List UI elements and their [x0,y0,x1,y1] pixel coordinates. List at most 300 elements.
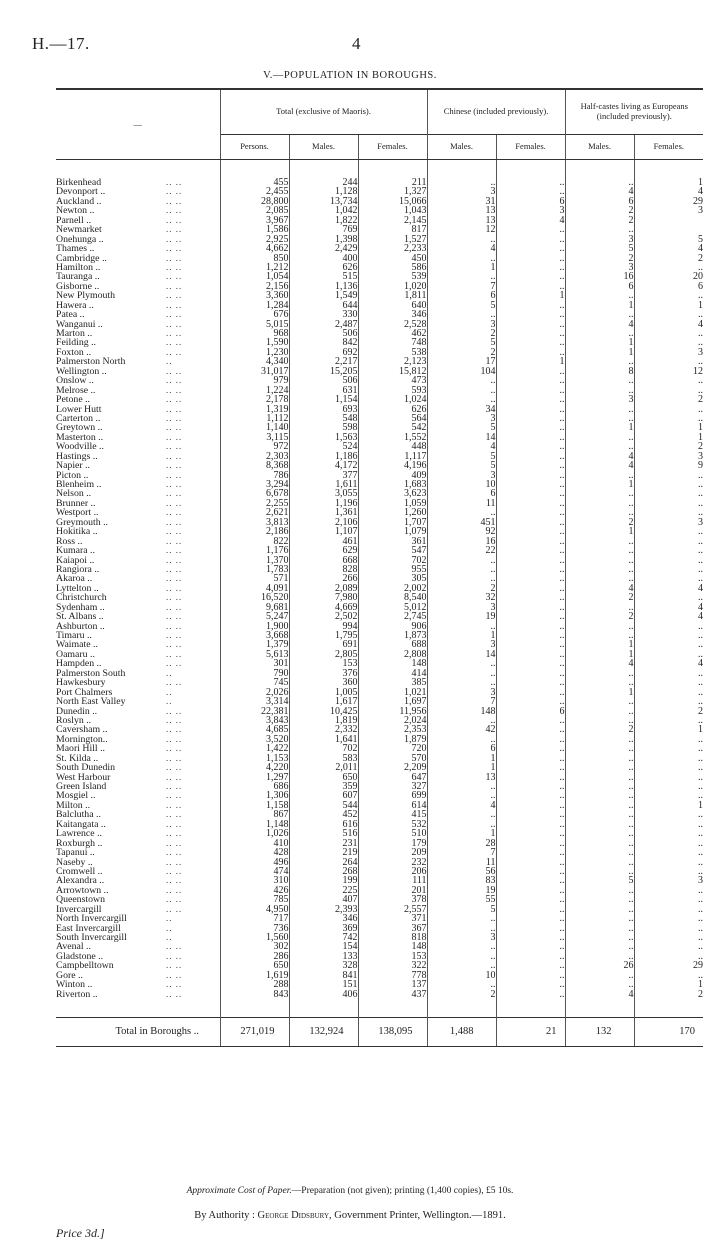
table-row [56,527,703,536]
persons-cell: 1,148 [220,820,289,829]
col-header-halfcaste-females: Females. [634,135,703,160]
halfcaste-females-cell: 1 [634,801,703,810]
halfcaste-females-cell: .. [634,773,703,782]
chinese-males-cell: 11 [427,858,496,867]
chinese-females-cell: .. [496,187,565,196]
females-cell: 2,353 [358,725,427,734]
borough-name-cell: Greytown .. [56,422,103,434]
persons-cell: 4,950 [220,905,289,914]
males-cell: 1,641 [289,735,358,744]
chinese-females-cell: .. [496,593,565,602]
males-cell: 1,549 [289,291,358,300]
persons-cell: 3,115 [220,433,289,442]
total-row [56,1018,703,1047]
table-row [56,990,703,999]
chinese-females-cell: .. [496,433,565,442]
chinese-males-cell: .. [427,914,496,923]
chinese-males-cell: .. [427,376,496,385]
males-cell: 2,502 [289,612,358,621]
males-cell: 268 [289,867,358,876]
leader-dots-cell: .. .. [166,384,183,395]
leader-dots-cell: .. .. [166,516,183,527]
borough-name-cell: Brunner .. [56,497,96,509]
chinese-females-cell: .. [496,386,565,395]
table-row [56,518,703,527]
total-group-header: Total (exclusive of Maoris). [220,89,427,135]
persons-cell: 1,319 [220,405,289,414]
halfcaste-females-cell: .. [634,858,703,867]
authority-line [0,1210,700,1221]
table-row [56,187,703,196]
borough-name-cell: Westport .. [56,507,99,519]
males-cell: 461 [289,537,358,546]
halfcaste-males-cell: .. [565,905,634,914]
halfcaste-males-cell: .. [565,716,634,725]
borough-name-cell: Mornington.. [56,733,108,745]
halfcaste-females-cell: 5 [634,235,703,244]
females-cell: 179 [358,839,427,848]
table-row [56,386,703,395]
chinese-females-cell: .. [496,348,565,357]
halfcaste-males-cell: 1 [565,650,634,659]
males-cell: 1,128 [289,187,358,196]
borough-name-cell: Hampden .. [56,658,102,670]
chinese-females-cell: .. [496,773,565,782]
males-cell: 231 [289,839,358,848]
persons-cell: 426 [220,886,289,895]
females-cell: 748 [358,338,427,347]
chinese-males-cell: 3 [427,640,496,649]
borough-name-cell: Campbelltown [56,960,114,972]
chinese-females-cell: .. [496,546,565,555]
males-cell: 702 [289,744,358,753]
females-cell: 111 [358,876,427,885]
leader-dots-cell: .. .. [166,847,183,858]
leader-dots-cell: .. .. [166,441,183,452]
leader-dots-cell: .. .. [166,526,183,537]
borough-name-cell: Devonport .. [56,186,106,198]
persons-cell: 2,303 [220,452,289,461]
persons-cell: 867 [220,810,289,819]
chinese-females-cell: .. [496,763,565,772]
halfcaste-females-cell: .. [634,839,703,848]
females-cell: 450 [358,254,427,263]
halfcaste-males-cell: .. [565,782,634,791]
persons-cell: 4,340 [220,357,289,366]
chinese-males-cell: 148 [427,707,496,716]
halfcaste-females-cell: .. [634,905,703,914]
leader-dots-cell: .. .. [166,865,183,876]
chinese-males-cell: .. [427,565,496,574]
chinese-males-cell: 7 [427,697,496,706]
table-row [56,763,703,772]
males-cell: 650 [289,773,358,782]
leader-dots-cell: .. .. [166,677,183,688]
females-cell: 3,623 [358,489,427,498]
halfcaste-females-cell: .. [634,537,703,546]
table-row [56,508,703,517]
halfcaste-males-cell: 3 [565,263,634,272]
halfcaste-females-cell: .. [634,971,703,980]
chinese-females-cell: .. [496,688,565,697]
borough-name-cell: Caversham .. [56,724,108,736]
chinese-males-cell: .. [427,508,496,517]
table-row [56,942,703,951]
chinese-females-cell: .. [496,782,565,791]
chinese-females-cell: .. [496,924,565,933]
leader-dots-cell: .. [166,686,173,697]
table-row [56,659,703,668]
table-row [56,678,703,687]
halfcaste-males-cell: 3 [565,235,634,244]
persons-cell: 9,681 [220,603,289,612]
males-cell: 616 [289,820,358,829]
chinese-females-cell: .. [496,791,565,800]
halfcaste-females-cell: 4 [634,584,703,593]
females-cell: 5,012 [358,603,427,612]
table-row [56,367,703,376]
leader-dots-cell: .. .. [166,450,183,461]
females-cell: 209 [358,848,427,857]
females-cell: 1,079 [358,527,427,536]
females-cell: 1,697 [358,697,427,706]
cost-label: Approximate Cost of Paper. [186,1186,292,1196]
chinese-males-cell: 5 [427,461,496,470]
halfcaste-males-cell: 5 [565,876,634,885]
leader-dots-cell: .. .. [166,328,183,338]
borough-name-cell: Winton .. [56,979,93,991]
chinese-females-cell: .. [496,537,565,546]
halfcaste-males-cell: .. [565,603,634,612]
chinese-males-cell: 55 [427,895,496,904]
males-cell: 219 [289,848,358,857]
borough-name-cell: Lyttelton .. [56,582,99,594]
persons-cell: 2,085 [220,206,289,215]
females-cell: 2,145 [358,216,427,225]
table-row [56,716,703,725]
leader-dots-cell: .. [166,667,173,678]
table-row [56,329,703,338]
chinese-males-cell: 1 [427,263,496,272]
table-row [56,593,703,602]
halfcaste-females-cell: .. [634,499,703,508]
persons-cell: 1,212 [220,263,289,272]
males-cell: 151 [289,980,358,989]
leader-dots-cell: .. .. [166,497,183,508]
halfcaste-males-cell: .. [565,669,634,678]
females-cell: 11,956 [358,707,427,716]
persons-cell: 2,026 [220,688,289,697]
leader-dots-cell: .. .. [166,752,183,763]
borough-header: — [56,89,220,160]
table-row [56,423,703,432]
halfcaste-males-cell: .. [565,489,634,498]
chinese-males-cell: 10 [427,971,496,980]
total-halfcaste-males: 132 [565,1018,634,1047]
halfcaste-females-cell: .. [634,480,703,489]
females-cell: 137 [358,980,427,989]
borough-name-cell: Sydenham .. [56,601,105,613]
leader-dots-cell: .. .. [166,809,183,820]
halfcaste-females-cell: .. [634,735,703,744]
halfcaste-males-cell: 4 [565,461,634,470]
halfcaste-females-cell: 29 [634,197,703,206]
table-row [56,858,703,867]
halfcaste-females-cell: .. [634,650,703,659]
borough-name-cell: Picton .. [56,469,89,481]
males-cell: 742 [289,933,358,942]
males-cell: 328 [289,961,358,970]
chinese-group-header: Chinese (included previously). [427,89,565,135]
chinese-males-cell: 14 [427,433,496,442]
females-cell: 371 [358,914,427,923]
leader-dots-cell: .. .. [166,261,183,272]
chinese-females-cell: .. [496,310,565,319]
leader-dots-cell: .. .. [166,988,183,999]
females-cell: 564 [358,414,427,423]
chinese-males-cell: 56 [427,867,496,876]
table-row [56,291,703,300]
leader-dots-cell: .. .. [166,318,183,329]
males-cell: 598 [289,423,358,432]
borough-name-cell: Hastings .. [56,450,98,462]
borough-name-cell: South Dunedin [56,762,116,774]
persons-cell: 1,586 [220,225,289,234]
chinese-males-cell: 5 [427,301,496,310]
table-row [56,876,703,885]
males-cell: 1,819 [289,716,358,725]
males-cell: 360 [289,678,358,687]
table-row [56,725,703,734]
chinese-males-cell: .. [427,386,496,395]
borough-name-cell: Avenal .. [56,941,91,953]
halfcaste-males-cell: .. [565,942,634,951]
males-cell: 369 [289,924,358,933]
chinese-females-cell: .. [496,952,565,961]
chinese-males-cell: .. [427,556,496,565]
males-cell: 153 [289,659,358,668]
total-halfcaste-females: 170 [634,1018,703,1047]
borough-name-cell: St. Albans .. [56,611,104,623]
table-row [56,452,703,461]
chinese-males-cell: .. [427,942,496,951]
males-cell: 691 [289,640,358,649]
persons-cell: 1,054 [220,272,289,281]
males-cell: 2,805 [289,650,358,659]
borough-name-cell: Onehunga .. [56,233,104,245]
chinese-females-cell: .. [496,603,565,612]
leader-dots-cell: .. .. [166,290,183,301]
males-cell: 629 [289,546,358,555]
borough-name-cell: New Plymouth [56,290,116,302]
females-cell: 1,879 [358,735,427,744]
borough-name-cell: Ross .. [56,535,83,547]
persons-cell: 968 [220,329,289,338]
table-row [56,489,703,498]
borough-name-cell: Newmarket [56,224,102,236]
persons-cell: 428 [220,848,289,857]
borough-name-cell: Tapanui .. [56,847,95,859]
borough-name-cell: North Invercargill [56,913,127,925]
females-cell: 1,707 [358,518,427,527]
chinese-males-cell: 4 [427,244,496,253]
leader-dots-cell: .. .. [166,733,183,744]
halfcaste-males-cell: 4 [565,990,634,999]
chinese-females-cell: .. [496,810,565,819]
males-cell: 842 [289,338,358,347]
chinese-males-cell: 1 [427,763,496,772]
chinese-males-cell: .. [427,810,496,819]
females-cell: 586 [358,263,427,272]
chinese-females-cell: .. [496,518,565,527]
total-persons: 271,019 [220,1018,289,1047]
halfcaste-females-cell: 2 [634,254,703,263]
halfcaste-females-cell: 1 [634,301,703,310]
chinese-males-cell: .. [427,395,496,404]
halfcaste-males-cell: 1 [565,338,634,347]
females-cell: 906 [358,622,427,631]
females-cell: 532 [358,820,427,829]
chinese-females-cell: 4 [496,216,565,225]
persons-cell: 288 [220,980,289,989]
chinese-males-cell: 7 [427,282,496,291]
leader-dots-cell: .. .. [166,894,183,905]
females-cell: 327 [358,782,427,791]
leader-dots-cell: .. .. [166,422,183,433]
borough-name-cell: Melrose .. [56,384,96,396]
halfcaste-females-cell: .. [634,593,703,602]
borough-name-cell: Invercargill [56,903,102,915]
table-row [56,357,703,366]
females-cell: 148 [358,942,427,951]
chinese-females-cell: .. [496,669,565,678]
halfcaste-females-cell: .. [634,291,703,300]
persons-cell: 28,800 [220,197,289,206]
chinese-females-cell: .. [496,905,565,914]
males-cell: 2,011 [289,763,358,772]
females-cell: 414 [358,669,427,678]
chinese-males-cell: 5 [427,452,496,461]
leader-dots-cell: .. .. [166,394,183,405]
halfcaste-males-cell: .. [565,886,634,895]
halfcaste-females-cell: 3 [634,206,703,215]
chinese-females-cell: .. [496,263,565,272]
chinese-males-cell: 6 [427,291,496,300]
chinese-females-cell: .. [496,225,565,234]
leader-dots-cell: .. .. [166,431,183,442]
chinese-females-cell: .. [496,990,565,999]
halfcaste-females-cell: .. [634,791,703,800]
halfcaste-females-cell: .. [634,631,703,640]
borough-name-cell: Kaiapoi .. [56,554,95,566]
females-cell: 409 [358,471,427,480]
chinese-females-cell: .. [496,556,565,565]
chinese-males-cell: .. [427,952,496,961]
males-cell: 626 [289,263,358,272]
halfcaste-females-cell: 4 [634,612,703,621]
borough-name-cell: Onslow .. [56,375,94,387]
persons-cell: 2,186 [220,527,289,536]
borough-name-cell: Rangiora .. [56,563,100,575]
table-row [56,707,703,716]
chinese-females-cell: .. [496,584,565,593]
table-row [56,895,703,904]
halfcaste-females-cell: .. [634,263,703,272]
table-row [56,603,703,612]
halfcaste-females-cell: .. [634,527,703,536]
printer-name: George Didsbury [257,1210,330,1221]
page-number: 4 [352,34,361,53]
leader-dots-cell: .. .. [166,903,183,914]
chinese-males-cell: 42 [427,725,496,734]
leader-dots-cell: .. .. [166,299,183,310]
chinese-males-cell: 92 [427,527,496,536]
leader-dots-cell: .. .. [166,365,183,376]
borough-name-cell: Palmerston South [56,667,126,679]
persons-cell: 1,900 [220,622,289,631]
chinese-males-cell: 2 [427,329,496,338]
males-cell: 841 [289,971,358,980]
persons-cell: 1,153 [220,754,289,763]
leader-dots-cell: .. .. [166,771,183,782]
females-cell: 148 [358,659,427,668]
leader-dots-cell: .. .. [166,507,183,518]
halfcaste-females-cell: 3 [634,876,703,885]
halfcaste-females-cell: .. [634,489,703,498]
chinese-females-cell: .. [496,527,565,536]
table-row [56,829,703,838]
halfcaste-females-cell: .. [634,678,703,687]
chinese-females-cell: .. [496,301,565,310]
leader-dots-cell: .. .. [166,582,183,593]
leader-dots-cell: .. .. [166,375,183,386]
females-cell: 367 [358,924,427,933]
halfcaste-females-cell: 2 [634,707,703,716]
chinese-males-cell: 12 [427,225,496,234]
borough-name-cell: Port Chalmers [56,686,113,698]
females-cell: 1,117 [358,452,427,461]
males-cell: 607 [289,791,358,800]
borough-name-cell: Blenheim .. [56,479,102,490]
leader-dots-cell: .. .. [166,950,183,961]
chinese-females-cell: .. [496,254,565,263]
table-row [56,254,703,263]
females-cell: 699 [358,791,427,800]
chinese-females-cell: .. [496,235,565,244]
leader-dots-cell: .. .. [166,828,183,839]
halfcaste-females-cell: 1 [634,178,703,187]
persons-cell: 786 [220,471,289,480]
halfcaste-males-cell: 3 [565,395,634,404]
persons-cell: 3,294 [220,480,289,489]
halfcaste-females-cell: .. [634,640,703,649]
borough-name-cell: Kumara .. [56,545,95,557]
table-row [56,338,703,347]
chinese-females-cell: .. [496,489,565,498]
males-cell: 10,425 [289,707,358,716]
leader-dots-cell: .. .. [166,233,183,244]
males-cell: 1,822 [289,216,358,225]
males-cell: 524 [289,442,358,451]
halfcaste-females-cell: 4 [634,659,703,668]
persons-cell: 2,925 [220,235,289,244]
females-cell: 201 [358,886,427,895]
leader-dots-cell: .. .. [166,337,183,348]
chinese-males-cell: 7 [427,848,496,857]
halfcaste-females-cell [634,225,703,234]
males-cell: 330 [289,310,358,319]
leader-dots-cell: .. .. [166,724,183,735]
